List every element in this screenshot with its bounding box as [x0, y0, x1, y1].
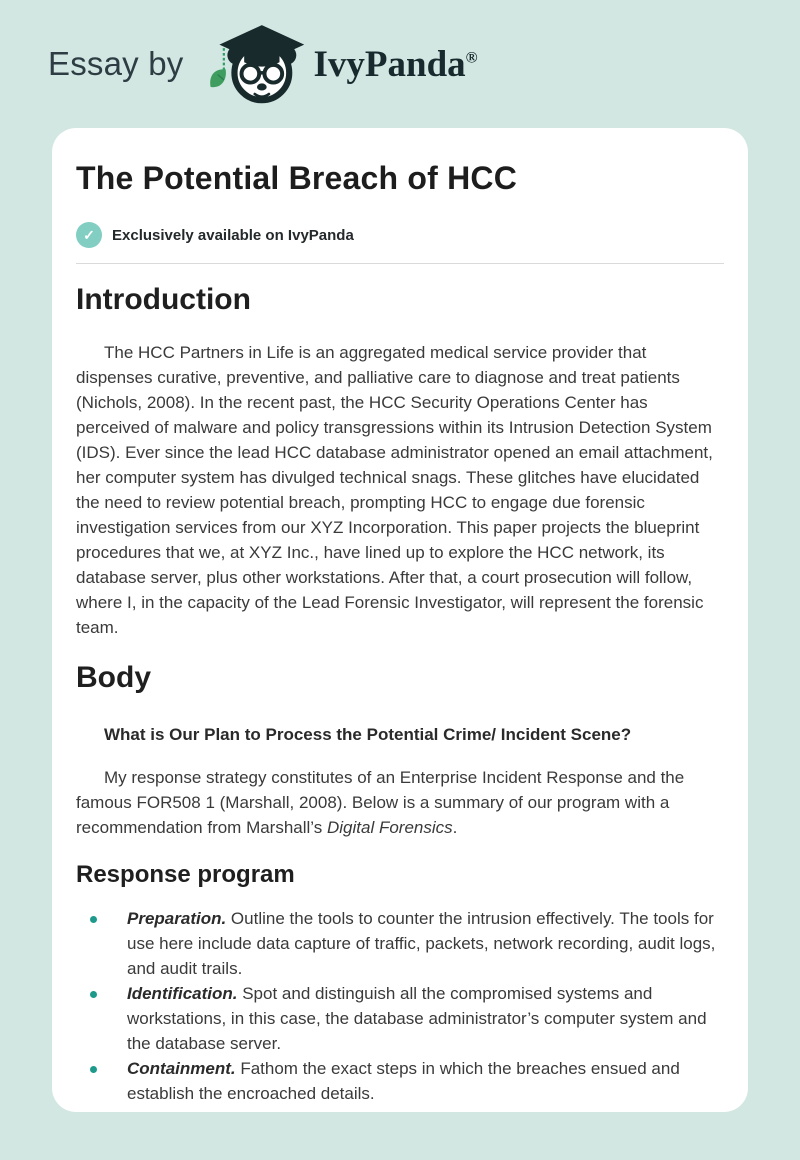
response-program-heading: Response program: [76, 861, 295, 888]
bullet-icon: [90, 991, 97, 998]
bullet-icon: [90, 1066, 97, 1073]
title-divider: [76, 263, 724, 264]
introduction-paragraph: The HCC Partners in Life is an aggregated medical service provider that dispenses curative, preventive, and palliative care to diagnose and treat patients (Nichols, 2008). In the recent past, the HCC Security Operations Center has perceived of malware and policy transgressions within its Intrusion Detection System (IDS). Ever since the lead HCC database administrator opened an email attachment, her computer system has divulged technical snags. These glitches have elucidated the need to review potential breach, prompting HCC to engage due forensic investigation services from our XYZ Incorporation. This paper projects the blueprint procedures that we, at XYZ Inc., have lined up to explore the HCC network, its database server, plus other workstations. After that, a court prosecution will follow, where I, in the capacity of the Lead Forensic Investigator, will represent the forensic team.: [76, 343, 713, 637]
essay-card: [52, 128, 748, 1112]
book-title-reference: Digital Forensics: [327, 818, 453, 837]
list-item: [76, 906, 724, 981]
essay-by-label: Essay by: [48, 45, 184, 82]
availability-badge-label: Exclusively available on IvyPanda: [112, 226, 354, 244]
ivypanda-panda-logo-icon: [200, 21, 306, 107]
bullet-lead: Preparation.: [127, 909, 227, 928]
brand-name: IvyPanda: [313, 43, 466, 85]
response-program-list: [76, 906, 724, 1106]
registered-mark: ®: [465, 49, 478, 67]
bullet-lead: Containment.: [127, 1059, 236, 1078]
list-item: [76, 1056, 724, 1106]
brand-wordmark: [314, 43, 478, 86]
bullet-lead: Identification.: [127, 984, 238, 1003]
page-header: [0, 0, 800, 128]
body-paragraph: [76, 765, 724, 840]
body-paragraph-period: .: [452, 818, 458, 837]
introduction-heading: Introduction: [76, 283, 251, 316]
body-paragraph-text: My response strategy constitutes of an Enterprise Incident Response and the famous FOR508 1 (Marshall, 2008). Below is a summary of our program with a recommendation from Marshall’s: [76, 768, 685, 837]
bullet-icon: [90, 916, 97, 923]
page-title: The Potential Breach of HCC: [76, 160, 518, 196]
body-heading: Body: [76, 661, 151, 694]
list-item: [76, 981, 724, 1056]
body-question: What is Our Plan to Process the Potential Crime/ Incident Scene?: [104, 725, 632, 744]
availability-badge: [76, 222, 724, 248]
list-item-text: Identification. Spot and distinguish all the compromised systems and workstations, in this case, the database administrator’s computer system and the database server.: [127, 984, 707, 1053]
list-item-text: Containment. Fathom the exact steps in which the breaches ensued and establish the encroached details.: [127, 1059, 680, 1103]
check-icon: ✓: [76, 222, 102, 248]
list-item-text: Preparation. Outline the tools to counter the intrusion effectively. The tools for use here include data capture of traffic, packets, network recording, audit logs, and audit trails.: [127, 909, 716, 978]
